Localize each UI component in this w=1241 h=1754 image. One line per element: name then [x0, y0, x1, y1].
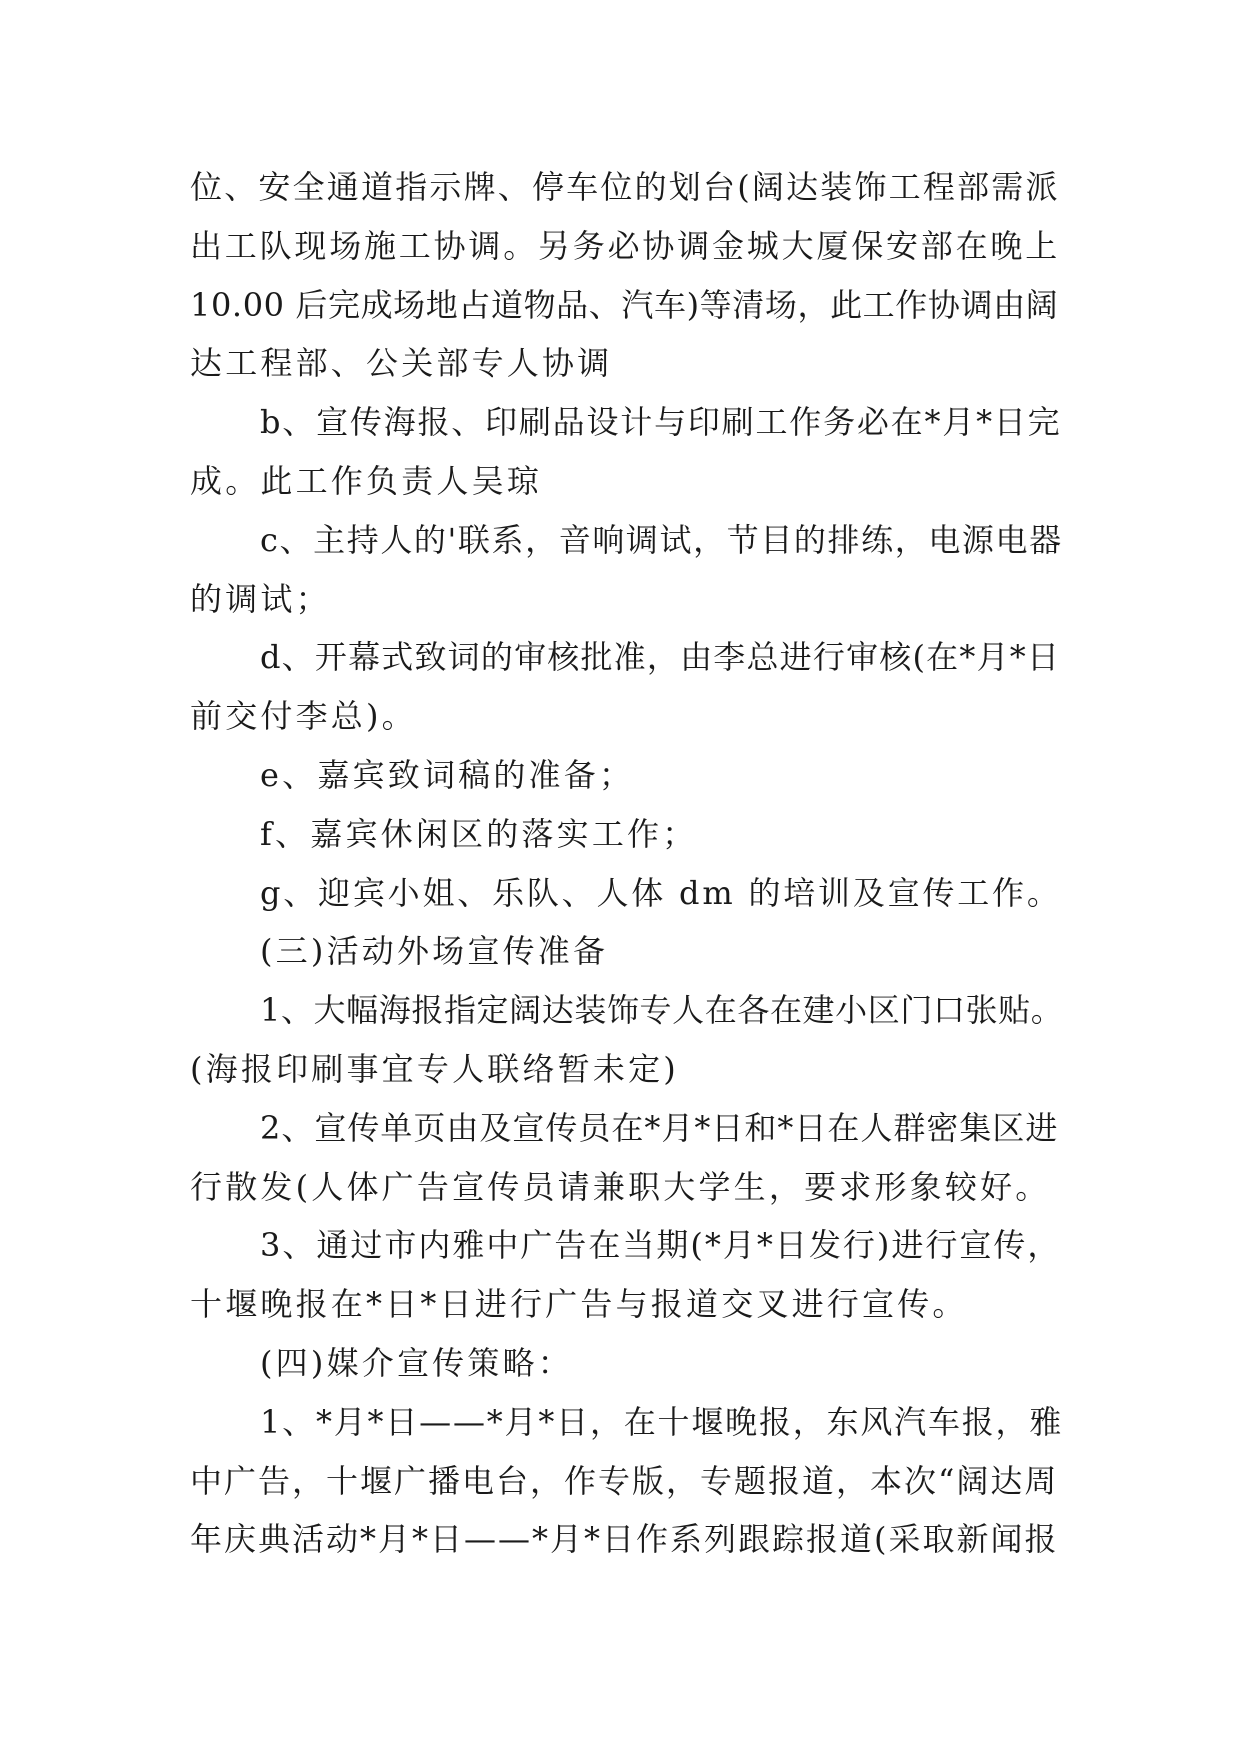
text-line: 中广告，十堰广播电台，作专版，专题报道，本次“阔达周	[190, 1461, 1059, 1500]
text-line: b、宣传海报、印刷品设计与印刷工作务必在*月*日完	[260, 403, 1062, 442]
text-line: 10.00 后完成场地占道物品、汽车)等清场，此工作协调由阔	[190, 285, 1059, 324]
text-line: 出工队现场施工协调。另务必协调金城大厦保安部在晚上	[190, 226, 1061, 265]
text-line: 年庆典活动*月*日——*月*日作系列跟踪报道(采取新闻报	[190, 1520, 1059, 1559]
text-line: f、嘉宾休闲区的落实工作；	[260, 814, 698, 853]
text-line: 十堰晚报在*日*日进行广告与报道交叉进行宣传。	[190, 1285, 968, 1324]
text-line: 成。此工作负责人吴琼	[190, 461, 543, 500]
text-line: 1、大幅海报指定阔达装饰专人在各在建小区门口张贴。	[260, 991, 1064, 1030]
text-line: (四)媒介宣传策略：	[260, 1343, 573, 1382]
text-line: 达工程部、公关部专人协调	[190, 344, 613, 383]
text-line: 2、宣传单页由及宣传员在*月*日和*日在人群密集区进	[260, 1108, 1059, 1147]
text-line: 1、*月*日——*月*日，在十堰晚报，东风汽车报，雅	[260, 1402, 1064, 1441]
text-line: (海报印刷事宜专人联络暂未定)	[190, 1049, 679, 1088]
text-line: 前交付李总)。	[190, 697, 417, 736]
text-line: e、嘉宾致词稿的准备；	[260, 755, 635, 794]
text-line: 行散发(人体广告宣传员请兼职大学生，要求形象较好。	[190, 1167, 1051, 1206]
text-line: (三)活动外场宣传准备	[260, 932, 609, 971]
text-line: c、主持人的'联系，音响调试，节目的排练，电源电器	[260, 520, 1063, 559]
text-line: 位、安全通道指示牌、停车位的划台(阔达装饰工程部需派	[190, 168, 1060, 206]
text-line: 的调试；	[190, 579, 331, 618]
text-line: 3、通过市内雅中广告在当期(*月*日发行)进行宣传，	[260, 1226, 1062, 1265]
document-page	[190, 158, 1062, 1569]
text-line: g、迎宾小姐、乐队、人体 dm 的培训及宣传工作。	[260, 873, 1062, 912]
text-line: d、开幕式致词的审核批准，由李总进行审核(在*月*日	[260, 638, 1061, 677]
